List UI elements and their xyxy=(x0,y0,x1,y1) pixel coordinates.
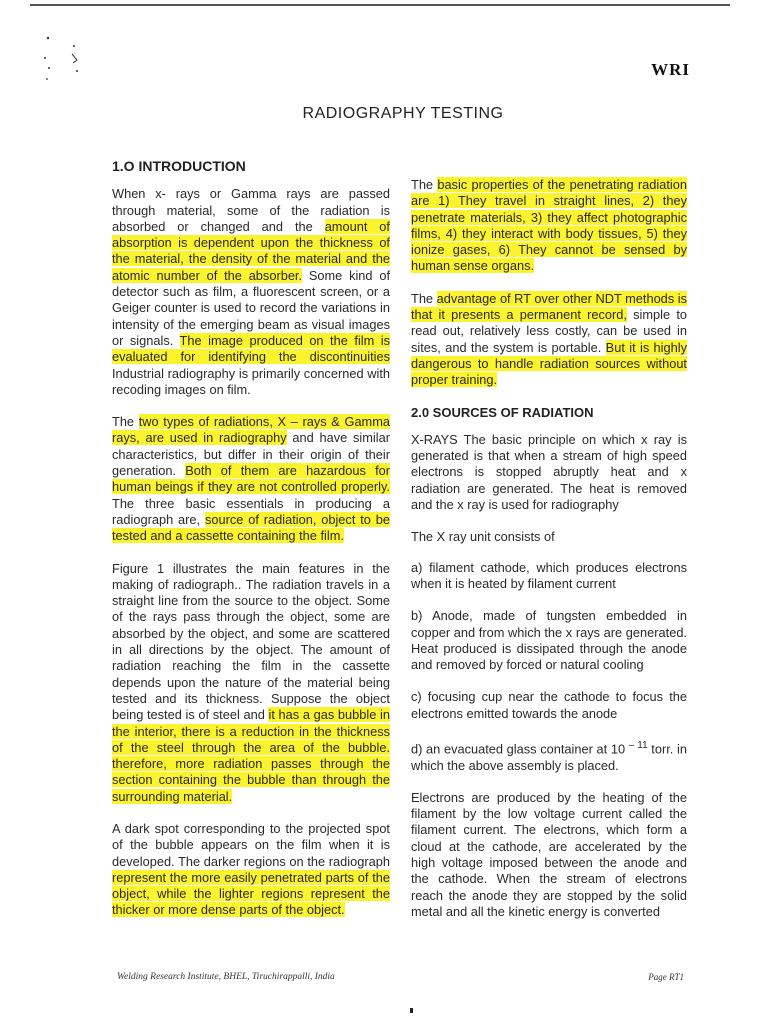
highlighted-text: two types of radiations, X – rays & Gamma rays, are used in radiography xyxy=(112,414,390,446)
text-run: The three basic essentials in producing a radiograph are, xyxy=(112,495,390,527)
text-run: When x- rays or Gamma rays are passed through material, some of the radiation is absorbed or changed and the xyxy=(112,186,390,234)
intro-paragraph-4 xyxy=(112,821,390,919)
text-run: and have similar characteristics, but differ in their origin of their generation. xyxy=(112,430,390,479)
text-run: Industrial radiography is primarily concerned with recoding images on film. xyxy=(112,365,390,397)
highlighted-text: amount of absorption is dependent upon the thickness of the material, the density of the material and the atomic number of the absorber. xyxy=(112,218,390,283)
wri-logo: WRI xyxy=(651,60,690,79)
highlighted-text: basic properties of the penetrating radiation are 1) They travel in straight lines, 2) they penetrate materials, 3) they affect photographic films, 4) they interact with body tissues, 5) they ionize gases, 6) They cannot be sensed by human sense organs. xyxy=(411,177,688,274)
right-column xyxy=(411,177,687,936)
intro-paragraph-1 xyxy=(112,186,390,398)
electrons-paragraph: Electrons are produced by the heating of the filament by the low voltage current called the filament current. The electrons, which form a cloud at the cathode, are accelerated by the high voltage imposed between the anode and the cathode. When the stream of electrons reach the anode they are stopped by the solid metal and all the kinetic energy is converted xyxy=(411,789,687,919)
text-run: Some kind of detector such as film, a fluorescent screen, or a Geiger counter is used to record the variations in intensity of the emerging beam as visual images or signals. xyxy=(112,267,391,348)
footer-page-number: Page RT1 xyxy=(648,972,684,982)
text-run: The xyxy=(112,414,139,430)
scan-marks xyxy=(38,30,88,90)
list-item-d-exponent: – 11 xyxy=(628,740,648,752)
highlighted-text: source of radiation, object to be tested and a cassette containing the film. xyxy=(112,511,390,544)
intro-paragraph-3 xyxy=(112,561,390,805)
text-run: A dark spot corresponding to the projected spot of the bubble appears on the film when it is developed. The darker regions on the radiograph xyxy=(112,820,390,869)
highlighted-text: advantage of RT over other NDT methods is that it presents a permanent record, xyxy=(411,290,687,323)
highlighted-text: The image produced on the film is evaluated for identifying the discontinuities xyxy=(112,332,390,365)
highlighted-text: represent the more easily penetrated parts of the object, while the lighter regions represent the thicker or more dense parts of the object. xyxy=(112,869,390,918)
section-heading-introduction: 1.O INTRODUCTION xyxy=(112,158,246,174)
highlighted-text: Both of them are hazardous for human beings if they are not controlled properly. xyxy=(112,463,390,495)
highlighted-text: it has a gas bubble in the interior, there is a reduction in the thickness of the steel through the area of the bubble. therefore, more radiation passes through the section containing the bubble than through the surrounding material. xyxy=(112,707,390,804)
text-run: The xyxy=(411,177,438,192)
text-run: The xyxy=(411,290,437,306)
list-item-d-text-end: torr. in which the above assembly is placed. xyxy=(411,741,687,773)
xrays-paragraph: X-RAYS The basic principle on which x ray is generated is that when a stream of high speed electrons is stopped abruptly heat and x radiation are generated. The heat is removed and the x ray is used for radiography xyxy=(411,431,687,513)
text-run: Figure 1 illustrates the main features in the making of radiograph.. The radiation travels in a straight line from the source to the object. Some of the rays pass through the object, some are absorbed by the object, and some are scattered in all directions by the object. The amount of radiation reaching the film in the cassette depends upon the nature of the material being tested and its thickness. Suppose the object being tested is of steel and xyxy=(112,560,390,723)
xray-unit-intro: The X ray unit consists of xyxy=(411,529,555,545)
highlighted-text: But it is highly dangerous to handle radiation sources without proper training. xyxy=(411,339,687,388)
intro-paragraph-2 xyxy=(112,414,390,544)
top-rule xyxy=(30,4,730,6)
properties-paragraph xyxy=(411,177,687,275)
list-item-d xyxy=(411,738,687,774)
list-item-d-text: d) an evacuated glass container at 10 xyxy=(411,741,629,757)
advantage-paragraph xyxy=(411,291,687,389)
section-heading-sources: 2.0 SOURCES OF RADIATION xyxy=(411,404,594,420)
document-title: RADIOGRAPHY TESTING xyxy=(302,105,504,122)
scan-mark-bottom xyxy=(410,1008,413,1013)
list-item-a: a) filament cathode, which produces electrons when it is heated by filament current xyxy=(411,559,687,591)
text-run: simple to read out, relatively less costly, can be used in sites, and the system is portable. xyxy=(411,307,688,355)
left-column xyxy=(112,158,390,935)
list-item-c: c) focusing cup near the cathode to focus the electrons emitted towards the anode xyxy=(411,689,687,721)
list-item-b: b) Anode, made of tungsten embedded in copper and from which the x rays are generated. Heat produced is dissipated through the anode and removed by forced or natural cooling xyxy=(411,608,687,673)
footer-institute: Welding Research Institute, BHEL, Tiruchirappalli, India xyxy=(117,972,335,982)
